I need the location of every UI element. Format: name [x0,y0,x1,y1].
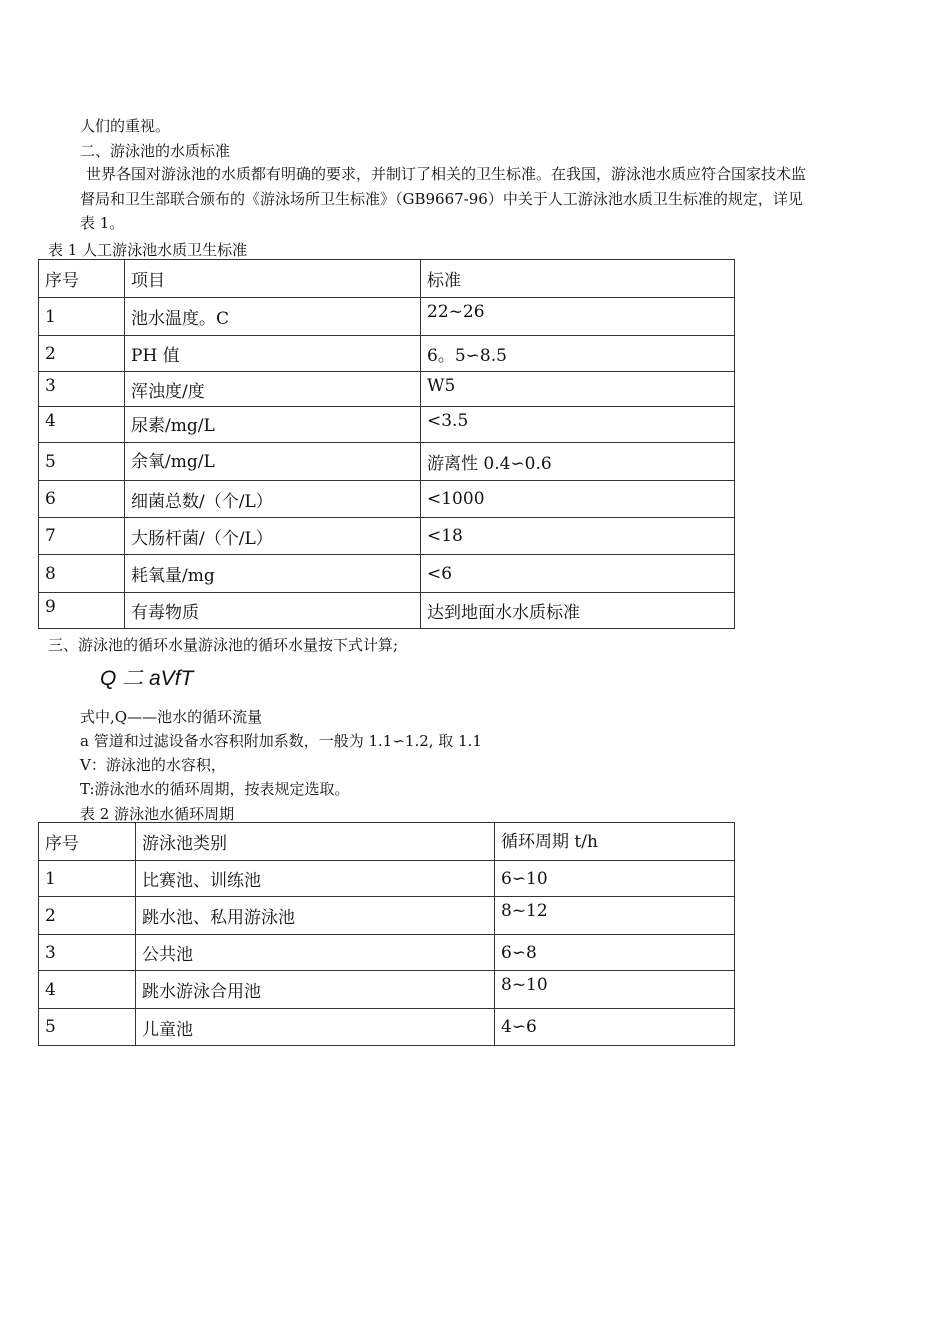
table-row [39,971,735,1009]
item-cell: 余氧/mg/L [125,443,421,481]
standard-cell: 6。5∽8.5 [421,336,735,372]
table-row [39,407,735,443]
table1-caption: 表 1 人工游泳池水质卫生标准 [48,241,248,259]
row-number: 1 [39,298,125,336]
standard-cell: <18 [421,518,735,555]
pool-type-cell: 比赛池、训练池 [136,861,495,897]
standard-cell: <3.5 [421,407,735,443]
definition-a: a 管道和过滤设备水容积附加系数，一般为 1.1∽1.2, 取 1.1 [80,732,482,750]
pool-type-cell: 跳水池、私用游泳池 [136,897,495,935]
header-cell: 循环周期 t/h [495,823,735,861]
definition-v: V：游泳池的水容积， [80,756,226,774]
section-heading-3: 三、游泳池的循环水量游泳池的循环水量按下式计算; [48,636,399,654]
standard-cell: <1000 [421,481,735,518]
table-header-row [39,823,735,861]
definition-t: T:游泳池水的循环周期，按表规定选取。 [80,780,350,798]
item-cell: 浑浊度/度 [125,372,421,407]
item-cell: 细菌总数/（个/L） [125,481,421,518]
row-number: 5 [39,1009,136,1046]
row-number: 1 [39,861,136,897]
row-number: 8 [39,555,125,593]
item-cell: 池水温度。C [125,298,421,336]
standard-cell: 22~26 [421,298,735,336]
table-row [39,861,735,897]
intro-line: 人们的重视。 [80,117,171,135]
row-number: 6 [39,481,125,518]
table-row [39,481,735,518]
table-row [39,336,735,372]
row-number: 2 [39,336,125,372]
table2-caption: 表 2 游泳池水循环周期 [80,805,235,823]
row-number: 3 [39,372,125,407]
circulation-formula: Q 二 aVfT [100,667,194,690]
table-row [39,372,735,407]
period-cell: 6∽8 [495,935,735,971]
row-number: 9 [39,593,125,629]
pool-type-cell: 跳水游泳合用池 [136,971,495,1009]
table-row [39,555,735,593]
item-cell: 耗氧量/mg [125,555,421,593]
row-number: 2 [39,897,136,935]
header-cell: 游泳池类别 [136,823,495,861]
period-cell: 6∽10 [495,861,735,897]
header-cell: 序号 [39,260,125,298]
standard-cell: <6 [421,555,735,593]
circulation-period-table [38,822,735,1046]
item-cell: PH 值 [125,336,421,372]
paragraph-line-3: 表 1。 [80,214,125,232]
header-cell: 标准 [421,260,735,298]
water-quality-table [38,259,735,629]
item-cell: 有毒物质 [125,593,421,629]
pool-type-cell: 公共池 [136,935,495,971]
table-row [39,518,735,555]
row-number: 4 [39,407,125,443]
period-cell: 8~12 [495,897,735,935]
definition-q: 式中,Q——池水的循环流量 [80,708,263,726]
row-number: 5 [39,443,125,481]
standard-cell: 达到地面水水质标准 [421,593,735,629]
table-row [39,1009,735,1046]
table-row [39,897,735,935]
table-row [39,935,735,971]
item-cell: 大肠杆菌/（个/L） [125,518,421,555]
period-cell: 4∽6 [495,1009,735,1046]
standard-cell: 游离性 0.4∽0.6 [421,443,735,481]
paragraph-line-2: 督局和卫生部联合颁布的《游泳场所卫生标准》（GB9667-96）中关于人工游泳池水质卫生标准的规定，详见 [80,190,803,208]
header-cell: 项目 [125,260,421,298]
period-cell: 8~10 [495,971,735,1009]
item-cell: 尿素/mg/L [125,407,421,443]
row-number: 7 [39,518,125,555]
table-row [39,593,735,629]
pool-type-cell: 儿童池 [136,1009,495,1046]
table-row [39,298,735,336]
paragraph-line-1: 世界各国对游泳池的水质都有明确的要求，并制订了相关的卫生标准。在我国，游泳池水质应符合国家技术监 [86,165,807,183]
row-number: 4 [39,971,136,1009]
section-heading-2: 二、游泳池的水质标准 [80,142,231,160]
table-row [39,443,735,481]
row-number: 3 [39,935,136,971]
header-cell: 序号 [39,823,136,861]
table-header-row [39,260,735,298]
standard-cell: W5 [421,372,735,407]
